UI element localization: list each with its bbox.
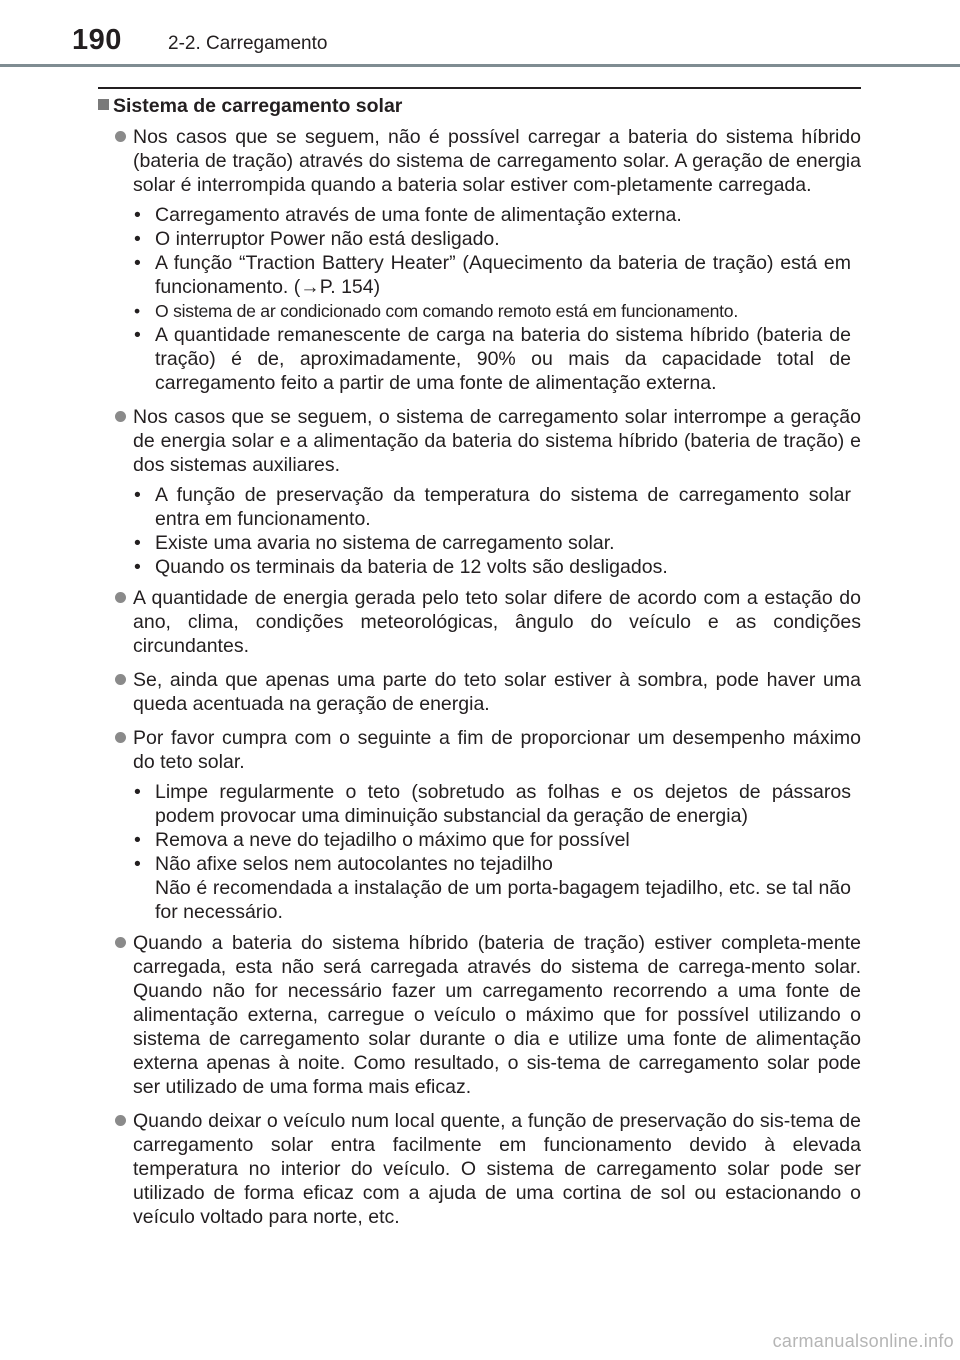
- circle-bullet-icon: [115, 674, 126, 685]
- sub-item-text: A função “Traction Battery Heater” (Aquecimento da bateria de tração) está em funcionamento. (→P. 154): [155, 252, 851, 298]
- bullet-icon: •: [134, 556, 141, 578]
- item-text: Por favor cumpra com o seguinte a fim de proporcionar um desempenho máximo do teto solar.: [133, 727, 861, 773]
- page-header: [0, 0, 960, 70]
- subheading: [98, 94, 861, 118]
- sub-item-text: O interruptor Power não está desligado.: [155, 228, 500, 250]
- circle-bullet-icon: [115, 937, 126, 948]
- circle-bullet-icon: [115, 732, 126, 743]
- sub-list: [98, 483, 861, 579]
- sub-item-text: A função de preservação da temperatura do sistema de carregamento solar entra em funcionamento.: [155, 484, 851, 530]
- bullet-icon: •: [134, 301, 140, 321]
- circle-bullet-icon: [115, 592, 126, 603]
- bullet-icon: •: [134, 252, 141, 274]
- bullet-icon: •: [134, 853, 141, 875]
- sub-item-text: Não afixe selos nem autocolantes no tejadilho Não é recomendada a instalação de um porta-bagagem tejadilho, etc. se tal não for necessário.: [155, 853, 851, 923]
- bullet-icon: •: [134, 781, 141, 803]
- item-text: Nos casos que se seguem, o sistema de carregamento solar interrompe a geração de energia solar e a alimentação da bateria do sistema híbrido (bateria de tração) e dos sistemas auxiliares.: [133, 406, 861, 476]
- sub-item-text: Quando os terminais da bateria de 12 volts são desligados.: [155, 556, 668, 578]
- item-text: Quando deixar o veículo num local quente, a função de preservação do sis-tema de carregamento solar entra facilmente em funcionamento devido à elevada temperatura no interior do veículo. O sistema de carregamento solar pode ser utilizado de forma eficaz com a ajuda de uma cortina de sol ou estacionando o veículo voltado para norte, etc.: [133, 1110, 861, 1228]
- item-text: Nos casos que se seguem, não é possível carregar a bateria do sistema híbrido (bateria de tração) através do sistema de carregamento solar. A geração de energia solar é interrompida quando a bateria solar estiver com-pletamente carregada.: [133, 126, 861, 196]
- bullet-icon: •: [134, 829, 141, 851]
- sub-list-item: [98, 203, 861, 227]
- sub-list: [98, 780, 861, 924]
- subheading-text: Sistema de carregamento solar: [113, 95, 403, 117]
- list-item: [98, 668, 861, 716]
- header-divider: [0, 64, 960, 67]
- section-title: 2-2. Carregamento: [168, 33, 328, 54]
- sub-item-text: A quantidade remanescente de carga na bateria do sistema híbrido (bateria de tração) é de, aproximadamente, 90% ou mais da capacidade total de carregamento feito a partir de uma fonte de alimentação externa.: [155, 324, 851, 394]
- list-item: [98, 586, 861, 658]
- sub-list-item: [98, 555, 861, 579]
- list-item: [98, 726, 861, 774]
- sub-list-item: [98, 227, 861, 251]
- square-bullet-icon: [98, 99, 109, 110]
- circle-bullet-icon: [115, 131, 126, 142]
- sub-item-text: Limpe regularmente o teto (sobretudo as folhas e os dejetos de pássaros podem provocar uma diminuição substancial da geração de energia): [155, 781, 851, 827]
- watermark: carmanualsonline.info: [772, 1331, 954, 1351]
- sub-list-item: [98, 483, 861, 531]
- list-item: [98, 125, 861, 197]
- sub-item-text: Carregamento através de uma fonte de alimentação externa.: [155, 204, 682, 226]
- list-item: [98, 405, 861, 477]
- bullet-icon: •: [134, 228, 141, 250]
- circle-bullet-icon: [115, 411, 126, 422]
- bullet-icon: •: [134, 484, 141, 506]
- item-text: A quantidade de energia gerada pelo teto solar difere de acordo com a estação do ano, clima, condições meteorológicas, ângulo do veículo e as condições circundantes.: [133, 587, 861, 657]
- sub-list-item: [98, 251, 861, 299]
- item-text: Se, ainda que apenas uma parte do teto solar estiver à sombra, pode haver uma queda acentuada na geração de energia.: [133, 669, 861, 715]
- list-item: [98, 931, 861, 1099]
- main-content: [98, 94, 861, 1229]
- bullet-icon: •: [134, 532, 141, 554]
- bullet-icon: •: [134, 324, 141, 346]
- sub-list: [98, 203, 861, 395]
- sub-item-text: O sistema de ar condicionado com comando remoto está em funcionamento.: [155, 301, 738, 321]
- content-divider: [98, 87, 861, 89]
- sub-list-item: [98, 852, 861, 924]
- sub-list-item: [98, 299, 861, 323]
- sub-item-text: Existe uma avaria no sistema de carregamento solar.: [155, 532, 615, 554]
- sub-item-text: Remova a neve do tejadilho o máximo que for possível: [155, 829, 630, 851]
- circle-bullet-icon: [115, 1115, 126, 1126]
- bullet-icon: •: [134, 204, 141, 226]
- page-number: 190: [72, 24, 122, 56]
- sub-list-item: [98, 780, 861, 828]
- sub-list-item: [98, 828, 861, 852]
- sub-list-item: [98, 531, 861, 555]
- list-item: [98, 1109, 861, 1229]
- item-text: Quando a bateria do sistema híbrido (bateria de tração) estiver completa-mente carregada, esta não será carregada através do sistema de carrega-mento solar. Quando não for necessário fazer um carregamento recorrendo a uma fonte de alimentação externa, carregue o veículo o máximo que for possível utilizando o sistema de carregamento solar durante o dia e utilize uma fonte de alimentação externa apenas à noite. Como resultado, o sis-tema de carregamento solar pode ser utilizado de uma forma mais eficaz.: [133, 932, 861, 1098]
- sub-list-item: [98, 323, 861, 395]
- item-list: [98, 125, 861, 1229]
